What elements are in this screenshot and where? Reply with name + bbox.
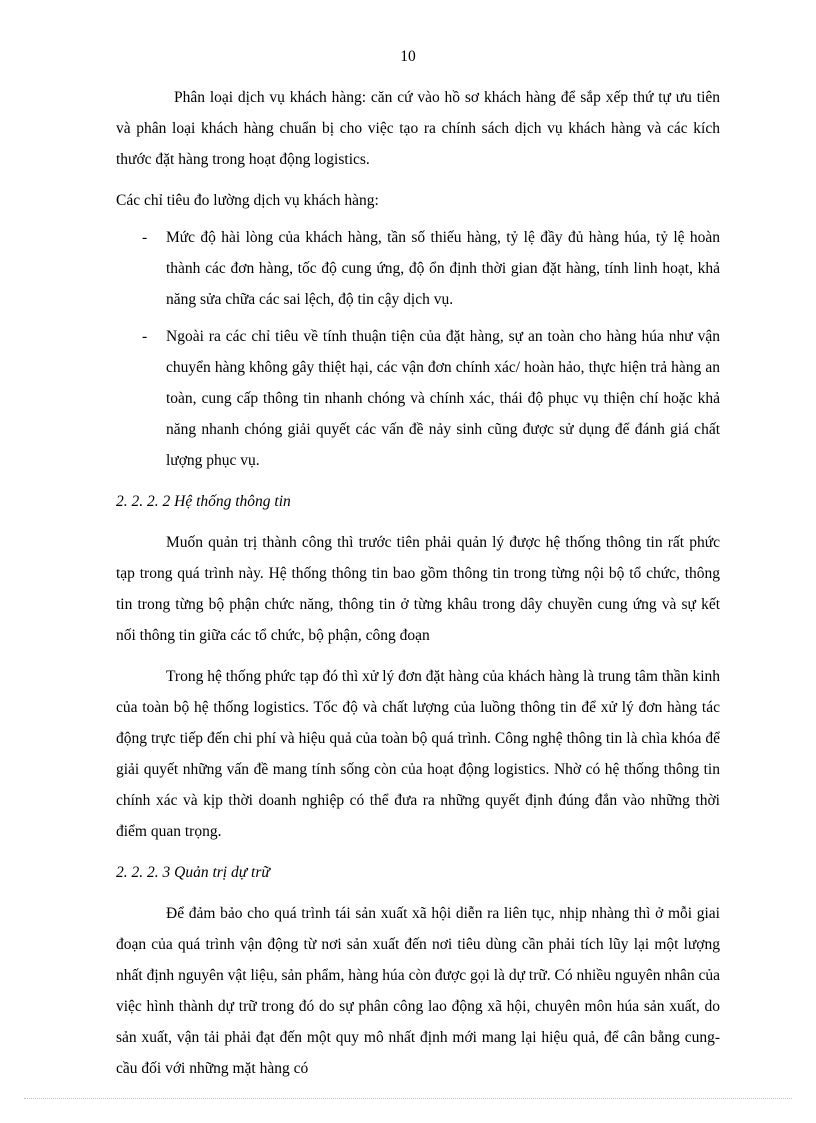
paragraph-information-system: Muốn quản trị thành công thì trước tiên phải quản lý được hệ thống thông tin rất phức tạp trong quá trình này. Hệ thống thông tin bao gồm thông tin trong từng nội bộ tổ chức, thông tin trong từng bộ phận chức năng, thông tin ở từng khâu trong dây chuyền cung ứng và sự kết nối thông tin giữa các tổ chức, bộ phận, công đoạn bbox=[116, 534, 720, 644]
section-heading-inventory-management: 2. 2. 2. 3 Quản trị dự trữ bbox=[116, 864, 270, 881]
footer-divider bbox=[24, 1098, 792, 1099]
bullet-marker: - bbox=[142, 328, 148, 345]
section-heading-information-system: 2. 2. 2. 2 Hệ thống thông tin bbox=[116, 493, 291, 510]
bullet-marker: - bbox=[142, 229, 148, 246]
list-item bbox=[116, 222, 720, 315]
paragraph-inventory: Để đảm bảo cho quá trình tái sản xuất xã hội diễn ra liên tục, nhịp nhàng thì ở mỗi giai đoạn của quá trình vận động từ nơi sản xuất đến nơi tiêu dùng cần phải tích lũy lại một lượng nhất định nguyên vật liệu, sản phẩm, hàng húa còn được gọi là dự trữ. Có nhiều nguyên nhân của việc hình thành dự trữ trong đó do sự phân công lao động xã hội, chuyên môn húa sản xuất, do sản xuất, vận tải phải đạt đến một quy mô nhất định mới mang lại hiệu quả, để cân bằng cung- cầu đối với những mặt hàng có bbox=[116, 905, 720, 1077]
paragraph-service-metrics-intro: Các chỉ tiêu đo lường dịch vụ khách hàng: bbox=[116, 192, 379, 209]
paragraph-customer-service-classification: Phân loại dịch vụ khách hàng: căn cứ vào hồ sơ khách hàng để sắp xếp thứ tự ưu tiên và phân loại khách hàng chuẩn bị cho việc tạo ra chính sách dịch vụ khách hàng và các kích thước đặt hàng trong hoạt động logistics. bbox=[116, 89, 720, 168]
list-item-text: Ngoài ra các chỉ tiêu về tính thuận tiện của đặt hàng, sự an toàn cho hàng húa như vận chuyển hàng không gây thiệt hại, các vận đơn chính xác/ hoàn hảo, thực hiện trả hàng an toàn, cung cấp thông tin nhanh chóng và chính xác, thái độ phục vụ thiện chí hoặc khả năng nhanh chóng giải quyết các vấn đề nảy sinh cũng được sử dụng để đánh giá chất lượng phục vụ. bbox=[166, 328, 720, 469]
paragraph-order-processing: Trong hệ thống phức tạp đó thì xử lý đơn đặt hàng của khách hàng là trung tâm thần kinh của toàn bộ hệ thống logistics. Tốc độ và chất lượng của luồng thông tin để xử lý đơn hàng tác động trực tiếp đến chi phí và hiệu quả của toàn bộ quá trình. Công nghệ thông tin là chìa khóa để giải quyết những vấn đề mang tính sống còn của hoạt động logistics. Nhờ có hệ thống thông tin chính xác và kịp thời doanh nghiệp có thể đưa ra những quyết định đúng đắn vào những thời điểm quan trọng. bbox=[116, 668, 720, 840]
list-item bbox=[116, 321, 720, 476]
page-number: 10 bbox=[400, 48, 416, 65]
page-content bbox=[116, 82, 720, 1084]
list-item-text: Mức độ hài lòng của khách hàng, tần số thiếu hàng, tỷ lệ đầy đủ hàng húa, tỷ lệ hoàn thành các đơn hàng, tốc độ cung ứng, độ ổn định thời gian đặt hàng, tính linh hoạt, khả năng sửa chữa các sai lệch, độ tin cậy dịch vụ. bbox=[166, 229, 720, 308]
